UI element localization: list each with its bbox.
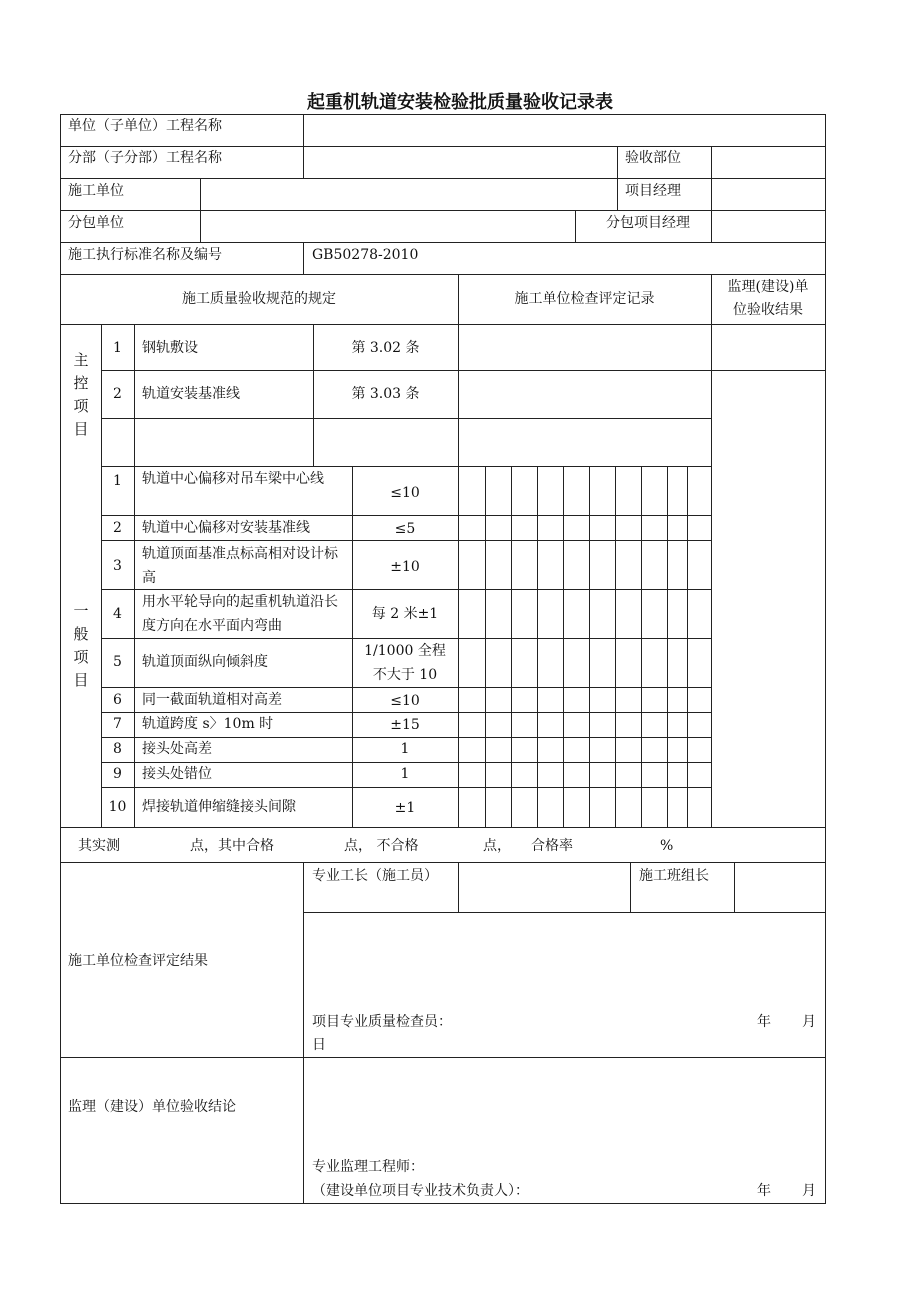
rule-line — [630, 862, 631, 913]
rule-line — [101, 687, 712, 688]
summary-rate-label: 合格率 — [531, 838, 573, 854]
supervision-header-1: 监理(建设)单 — [727, 279, 809, 295]
main-item-name: 轨道安装基准线 — [142, 386, 240, 402]
rule-line — [101, 540, 712, 541]
record-header: 施工单位检查评定记录 — [514, 291, 655, 307]
rule-line — [101, 515, 712, 516]
rule-line — [589, 466, 590, 828]
general-item-limit: 1 — [400, 741, 410, 757]
rule-line — [485, 466, 486, 828]
main-item-no: 1 — [113, 340, 122, 356]
general-item-limit: 每 2 米±1 — [371, 606, 439, 622]
general-item-limit: ±10 — [390, 559, 420, 575]
general-item-name: 轨道跨度 s〉10m 时 — [142, 716, 274, 732]
summary-measured: 其实测 — [78, 838, 120, 854]
general-item-name: 轨道中心偏移对吊车梁中心线 — [142, 471, 324, 487]
rule-line — [303, 114, 304, 147]
sub-pm-label: 分包项目经理 — [606, 215, 690, 231]
general-item-no: 3 — [113, 558, 122, 574]
main-item-clause: 第 3.02 条 — [351, 340, 420, 356]
rule-line — [687, 466, 688, 828]
unit-label: 单位（子单位）工程名称 — [68, 118, 222, 134]
rule-line — [101, 418, 712, 419]
rule-line — [134, 324, 135, 828]
month-label: 月 — [802, 1014, 816, 1030]
general-item-limit: 1 — [400, 766, 410, 782]
year-label: 年 — [757, 1183, 771, 1199]
general-item-limit: ±1 — [394, 800, 416, 816]
general-item-name: 用水平轮导向的起重机轨道沿长度方向在水平面内弯曲 — [142, 594, 338, 634]
main-control-label: 主 控 项 目 — [73, 351, 89, 438]
subunit-label: 分部（子分部）工程名称 — [68, 150, 222, 166]
general-item-name: 接头处高差 — [142, 741, 212, 757]
rule-line — [563, 466, 564, 828]
general-item-name: 轨道顶面基准点标高相对设计标高 — [142, 546, 338, 586]
main-item-clause: 第 3.03 条 — [351, 386, 420, 402]
summary-pass: 点，其中合格 — [190, 838, 274, 854]
rule-line — [60, 1203, 826, 1204]
spec-header: 施工质量验收规范的规定 — [182, 291, 336, 307]
accept-part-label: 验收部位 — [625, 150, 681, 166]
rule-line — [303, 912, 826, 913]
general-item-name: 接头处错位 — [142, 766, 212, 782]
general-item-no: 5 — [113, 654, 122, 670]
engineer-label: 专业监理工程师： — [312, 1159, 424, 1175]
general-item-no: 7 — [113, 716, 122, 732]
general-item-name: 同一截面轨道相对高差 — [142, 692, 282, 708]
rule-line — [511, 466, 512, 828]
general-item-no: 8 — [113, 741, 122, 757]
month-label: 月 — [802, 1183, 816, 1199]
general-item-limit: ≤5 — [394, 521, 416, 537]
rule-line — [615, 466, 616, 828]
rule-line — [537, 466, 538, 828]
owner-rep-label: （建设单位项目专业技术负责人）： — [312, 1183, 529, 1199]
team-leader-label: 施工班组长 — [639, 868, 709, 884]
general-item-no: 1 — [113, 473, 122, 489]
summary-fail: 点， 不合格 — [344, 838, 419, 854]
rule-line — [458, 324, 459, 828]
subcontractor-label: 分包单位 — [68, 215, 124, 231]
standard-value: GB50278-2010 — [312, 247, 419, 263]
rule-line — [711, 324, 712, 828]
rule-line — [303, 146, 304, 179]
general-item-no: 10 — [108, 799, 127, 815]
rule-line — [667, 466, 668, 828]
supervision-header-2: 位验收结果 — [733, 302, 803, 318]
general-item-no: 4 — [113, 606, 122, 622]
rule-line — [303, 862, 304, 1204]
rule-line — [825, 114, 826, 1204]
rule-line — [734, 862, 735, 913]
general-item-name: 轨道顶面纵向倾斜度 — [142, 654, 268, 670]
page-title: 起重机轨道安装检验批质量验收记录表 — [307, 92, 613, 113]
general-item-name: 焊接轨道伸缩缝接头间隙 — [142, 799, 296, 815]
summary-rate-points: 点， — [483, 838, 511, 854]
main-item-name: 钢轨敷设 — [142, 340, 198, 356]
rule-line — [200, 178, 201, 243]
inspector-label: 项目专业质量检查员： — [312, 1014, 452, 1030]
supervision-result-label: 监理（建设）单位验收结论 — [68, 1099, 236, 1115]
pm-label: 项目经理 — [625, 183, 681, 199]
rule-line — [711, 146, 712, 243]
summary-percent: % — [660, 838, 674, 854]
general-item-no: 2 — [113, 520, 122, 536]
constructor-label: 施工单位 — [68, 183, 124, 199]
rule-line — [101, 370, 826, 371]
general-item-limit: ≤10 — [390, 693, 420, 709]
foreman-label: 专业工长（施工员） — [312, 868, 438, 884]
general-item-no: 6 — [113, 692, 122, 708]
rule-line — [60, 114, 61, 1204]
rule-line — [575, 210, 576, 243]
rule-line — [60, 1057, 826, 1058]
standard-label: 施工执行标准名称及编号 — [68, 247, 222, 263]
general-item-limit: ≤10 — [390, 485, 420, 501]
rule-line — [303, 242, 304, 275]
general-item-no: 9 — [113, 766, 122, 782]
main-item-no: 2 — [113, 386, 122, 402]
rule-line — [101, 787, 712, 788]
rule-line — [458, 862, 459, 913]
general-item-limit: 1/1000 全程不大于 10 — [364, 643, 446, 683]
general-item-limit: ±15 — [390, 717, 420, 733]
general-item-name: 轨道中心偏移对安装基准线 — [142, 520, 310, 536]
general-label: 一 般 项 目 — [73, 602, 89, 689]
constructor-result-label: 施工单位检查评定结果 — [68, 953, 208, 969]
year-label: 年 — [757, 1014, 771, 1030]
day-label: 日 — [312, 1037, 326, 1053]
rule-line — [641, 466, 642, 828]
rule-line — [617, 146, 618, 211]
rule-line — [60, 862, 826, 863]
